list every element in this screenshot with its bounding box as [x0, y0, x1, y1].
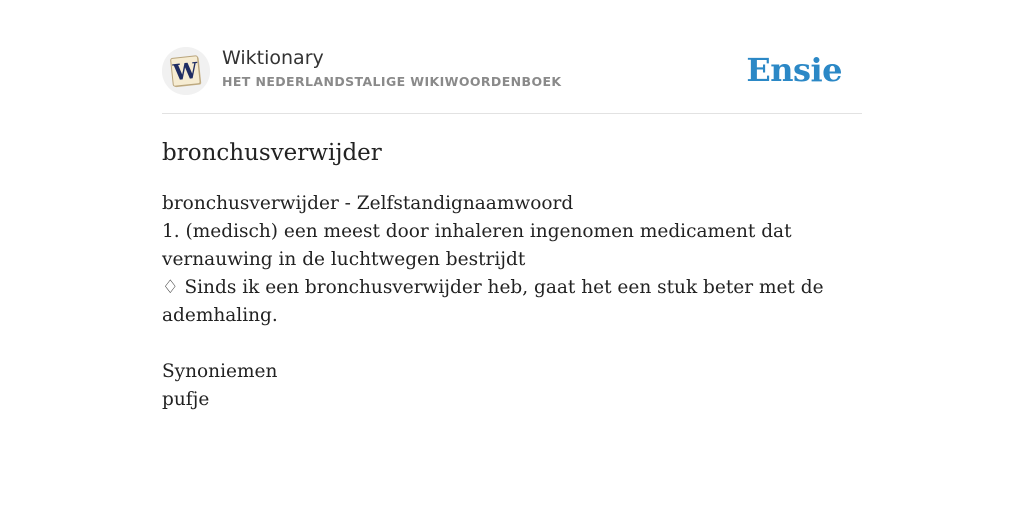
site-tagline: HET NEDERLANDSTALIGE WIKIWOORDENBOEK — [222, 74, 562, 89]
svg-text:W: W — [171, 57, 200, 87]
wiktionary-logo-icon[interactable] — [162, 47, 210, 95]
definition: 1. (medisch) een meest door inhaleren ingenomen medicament dat vernauwing in de luchtwegen bestrijdt — [162, 221, 792, 270]
header-divider — [162, 113, 862, 114]
paragraph-spacer — [162, 330, 862, 358]
page-title: bronchusverwijder — [162, 140, 382, 166]
ensie-brand-logo[interactable]: Ensie — [746, 51, 842, 89]
example-sentence: ♢ Sinds ik een bronchusverwijder heb, gaat het een stuk beter met de ademhaling. — [162, 277, 824, 326]
site-header — [162, 44, 862, 114]
entry-content — [162, 190, 862, 414]
headword-line: bronchusverwijder - Zelfstandignaamwoord — [162, 193, 574, 214]
synonym-item: pufje — [162, 389, 210, 410]
synonyms-heading: Synoniemen — [162, 361, 278, 382]
site-name[interactable]: Wiktionary — [222, 47, 324, 69]
